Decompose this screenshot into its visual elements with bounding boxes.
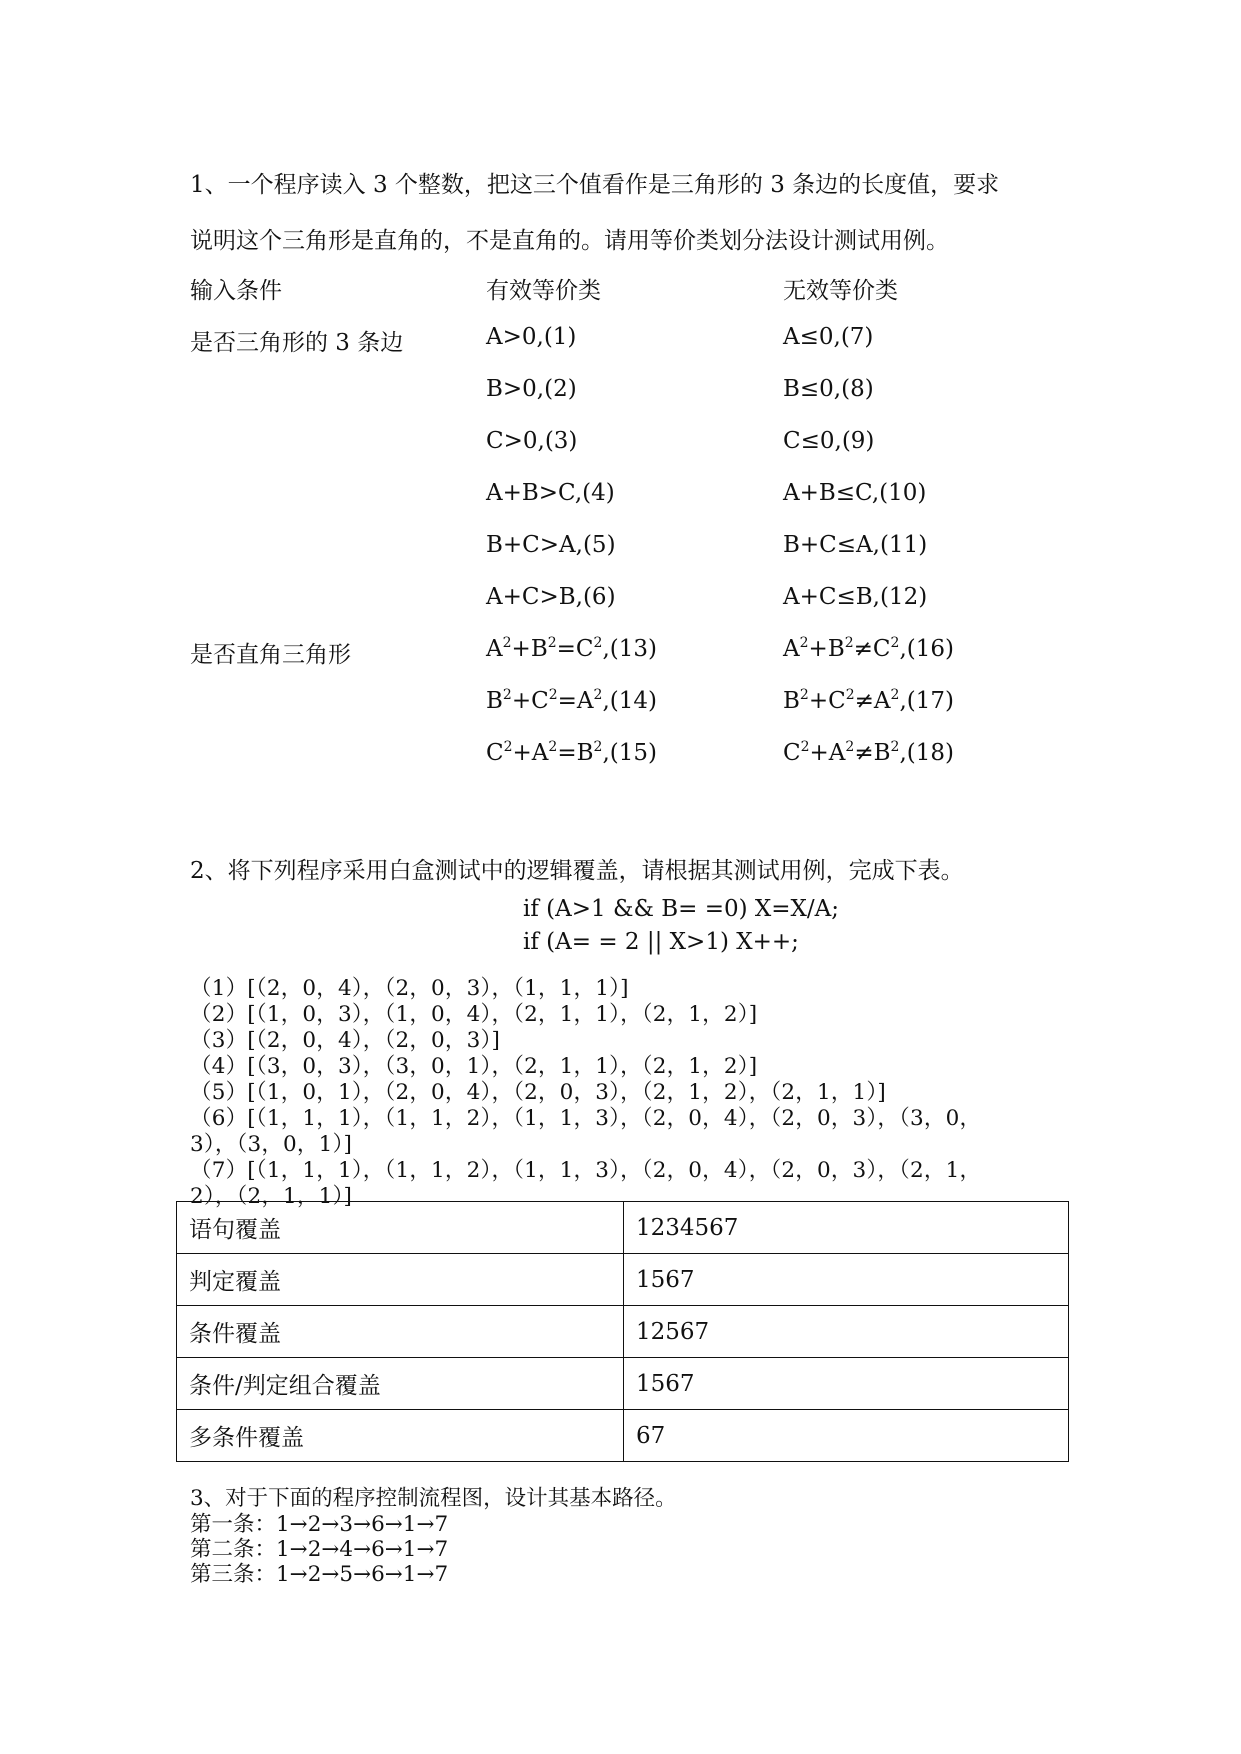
table-row xyxy=(177,1410,1069,1462)
header-invalid-class: 无效等价类 xyxy=(783,278,898,304)
path-3: 第三条：1→2→5→6→1→7 xyxy=(190,1562,449,1587)
coverage-type: 条件覆盖 xyxy=(177,1306,624,1358)
test-case-7-cont: 2），（2，1，1）] xyxy=(190,1184,353,1209)
test-case-5: （5）[（1，0，1），（2，0，4），（2，0，3），（2，1，2），（2，1，1）] xyxy=(190,1080,886,1105)
valid-class-13: $A^2+B^2=C^2,(13)$ xyxy=(486,635,657,662)
invalid-class-18: $C^2+A^2\ne B^2,(18)$ xyxy=(783,739,954,766)
coverage-cases: 12567 xyxy=(624,1306,1069,1358)
valid-class-15: $C^2+A^2=B^2,(15)$ xyxy=(486,739,657,766)
valid-class-14: $B^2+C^2=A^2,(14)$ xyxy=(486,687,657,714)
invalid-class-17: $B^2+C^2\ne A^2,(17)$ xyxy=(783,687,954,714)
table-row xyxy=(177,1202,1069,1254)
coverage-table xyxy=(176,1201,1069,1462)
valid-class-3: C>0,(3) xyxy=(486,428,578,454)
coverage-type: 多条件覆盖 xyxy=(177,1410,624,1462)
table-row xyxy=(177,1358,1069,1410)
coverage-cases: 1567 xyxy=(624,1358,1069,1410)
table-row xyxy=(177,1254,1069,1306)
invalid-class-7: A≤0,(7) xyxy=(783,324,874,350)
condition-right-triangle: 是否直角三角形 xyxy=(190,642,351,668)
invalid-class-10: A+B≤C,(10) xyxy=(783,480,927,506)
coverage-cases: 1567 xyxy=(624,1254,1069,1306)
test-case-1: （1）[（2，0，4），（2，0，3），（1，1，1）] xyxy=(190,976,629,1001)
q2-title: 2、将下列程序采用白盒测试中的逻辑覆盖，请根据其测试用例，完成下表。 xyxy=(190,858,964,884)
coverage-cases: 1234567 xyxy=(624,1202,1069,1254)
invalid-class-16: $A^2+B^2\ne C^2,(16)$ xyxy=(783,635,954,662)
q1-intro-line1: 1、一个程序读入 3 个整数，把这三个值看作是三角形的 3 条边的长度值，要求 xyxy=(190,172,1000,198)
test-case-4: （4）[（3，0，3），（3，0，1），（2，1，1），（2，1，2）] xyxy=(190,1054,758,1079)
valid-class-4: A+B>C,(4) xyxy=(486,480,615,506)
table-row xyxy=(177,1306,1069,1358)
path-2: 第二条：1→2→4→6→1→7 xyxy=(190,1537,449,1562)
test-case-2: （2）[（1，0，3），（1，0，4），（2，1，1），（2，1，2）] xyxy=(190,1002,758,1027)
test-case-6: （6）[（1，1，1），（1，1，2），（1，1，3），（2，0，4），（2，0，3），（3，0， xyxy=(190,1106,982,1131)
test-case-6-cont: 3），（3，0，1）] xyxy=(190,1132,353,1157)
coverage-type: 条件/判定组合覆盖 xyxy=(177,1358,624,1410)
path-1: 第一条：1→2→3→6→1→7 xyxy=(190,1512,449,1537)
coverage-cases: 67 xyxy=(624,1410,1069,1462)
invalid-class-11: B+C≤A,(11) xyxy=(783,532,928,558)
valid-class-6: A+C>B,(6) xyxy=(486,584,616,610)
header-valid-class: 有效等价类 xyxy=(486,278,601,304)
code-line-1: if (A>1 && B= =0) X=X/A; xyxy=(523,896,840,922)
header-input-condition: 输入条件 xyxy=(190,278,282,304)
coverage-type: 判定覆盖 xyxy=(177,1254,624,1306)
valid-class-1: A>0,(1) xyxy=(486,324,577,350)
q3-title: 3、对于下面的程序控制流程图，设计其基本路径。 xyxy=(190,1486,677,1511)
invalid-class-9: C≤0,(9) xyxy=(783,428,875,454)
test-case-3: （3）[（2，0，4），（2，0，3）] xyxy=(190,1028,501,1053)
coverage-type: 语句覆盖 xyxy=(177,1202,624,1254)
q1-intro-line2: 说明这个三角形是直角的，不是直角的。请用等价类划分法设计测试用例。 xyxy=(190,228,949,254)
test-case-7: （7）[（1，1，1），（1，1，2），（1，1，3），（2，0，4），（2，0，3），（2，1， xyxy=(190,1158,982,1183)
valid-class-2: B>0,(2) xyxy=(486,376,577,402)
condition-triangle: 是否三角形的 3 条边 xyxy=(190,330,404,356)
invalid-class-8: B≤0,(8) xyxy=(783,376,874,402)
valid-class-5: B+C>A,(5) xyxy=(486,532,616,558)
code-line-2: if (A= = 2 || X>1) X++; xyxy=(523,929,799,955)
invalid-class-12: A+C≤B,(12) xyxy=(783,584,928,610)
